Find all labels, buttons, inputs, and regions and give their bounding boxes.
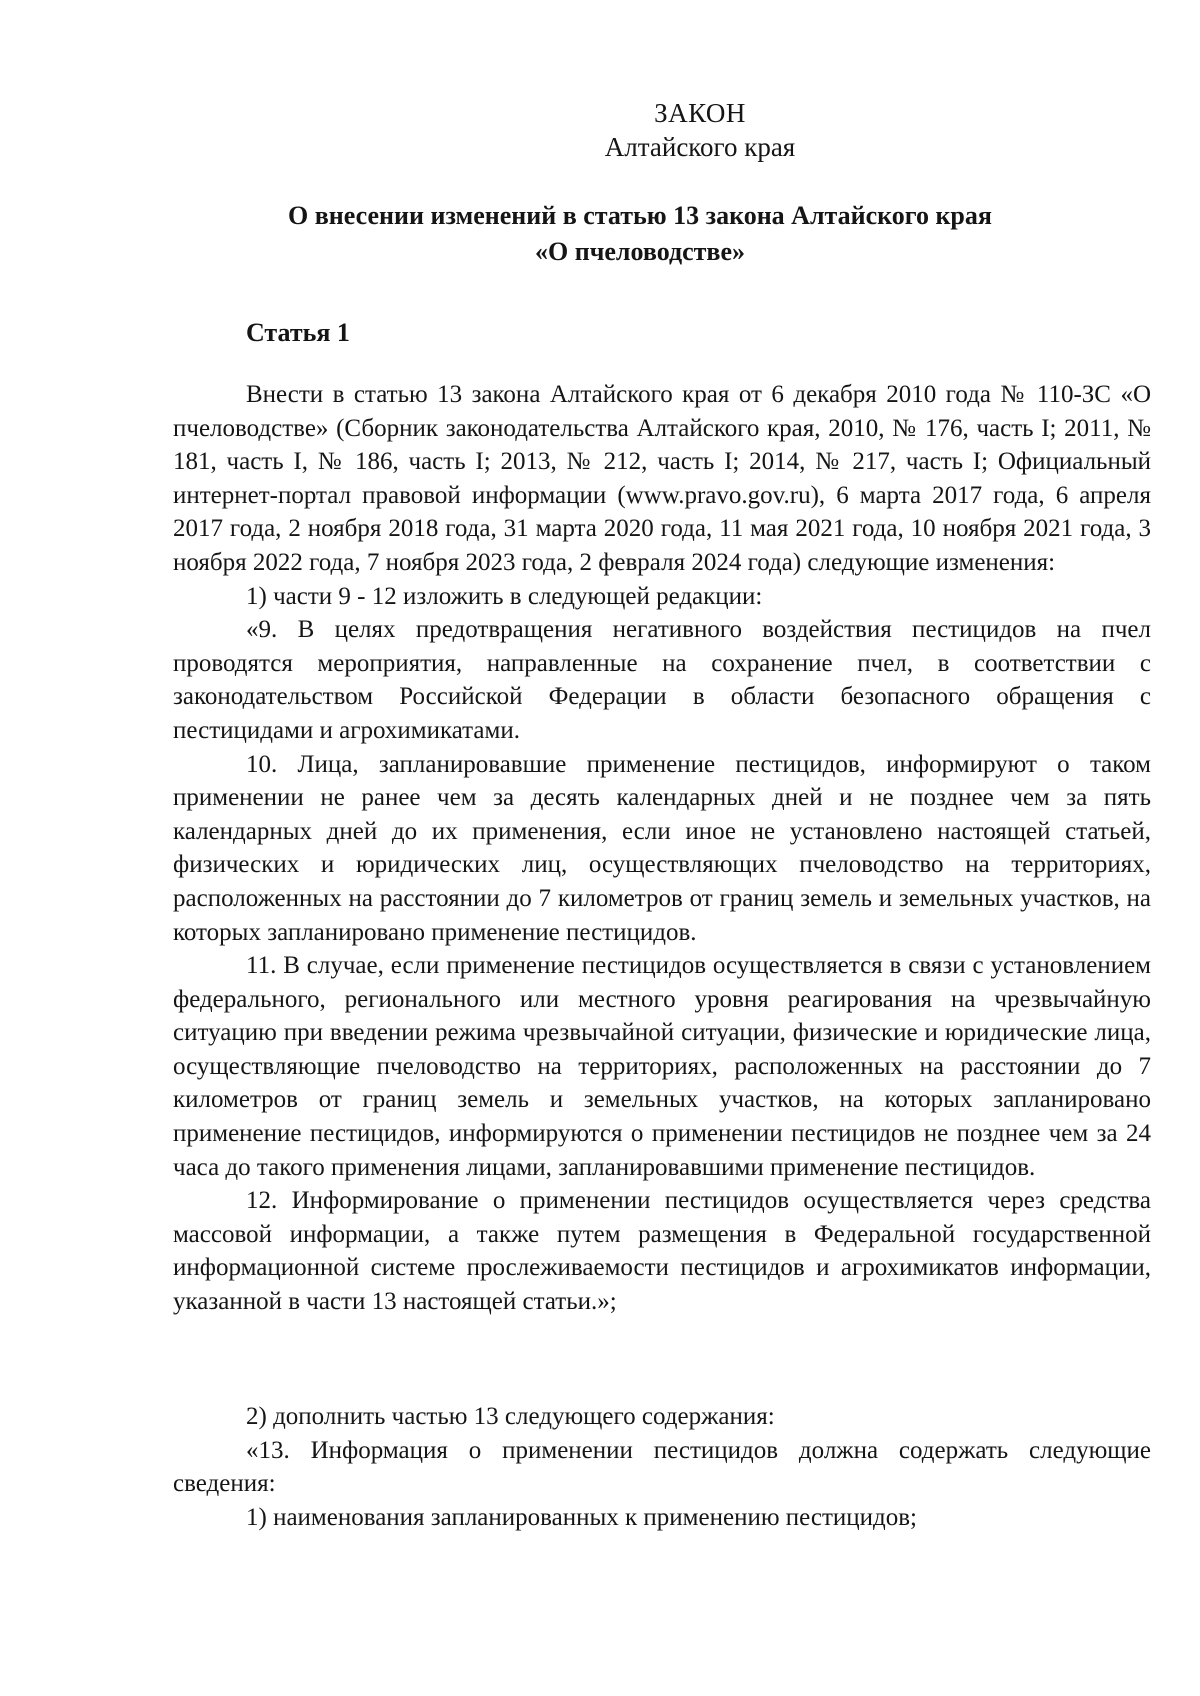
document-title: ЗАКОН	[654, 98, 746, 128]
document-region: Алтайского края	[604, 132, 796, 162]
subject-line-2: «О пчеловодстве»	[534, 237, 745, 266]
paragraph-part-13-item-1: 1) наименования запланированных к применению пестицидов;	[246, 1503, 917, 1531]
paragraph-part-11: 11. В случае, если применение пестицидов осуществляется в связи с установлением федерального, регионального или местного уровня реагирования на чрезвычайную ситуацию при введении режима чрезвычайной ситуации, физические и юридические лица, осуществляющие пчеловодство на территориях, расположенных на расстоянии до 7 километров от границ земель и земельных участков, на которых запланировано применение пестицидов, информируются о применении пестицидов не позднее чем за 24 часа до такого применения лицами, запланировавшими применение пестицидов.	[173, 952, 1151, 1181]
subject-line-1: О внесении изменений в статью 13 закона Алтайского края	[288, 201, 992, 230]
paragraph-part-13: «13. Информация о применении пестицидов должна содержать следующие сведения:	[173, 1436, 1151, 1498]
body-text-block-2	[173, 1400, 1151, 1534]
paragraph-item-1: 1) части 9 - 12 изложить в следующей редакции:	[246, 582, 763, 610]
paragraph-part-9: «9. В целях предотвращения негативного воздействия пестицидов на пчел проводятся мероприятия, направленные на сохранение пчел, в соответствии с законодательством Российской Федерации в области безопасного обращения с пестицидами и агрохимикатами.	[173, 616, 1151, 744]
article-heading: Статья 1	[246, 318, 350, 347]
paragraph-item-2: 2) дополнить частью 13 следующего содержания:	[246, 1403, 775, 1430]
body-text-block-1	[173, 378, 1151, 1319]
paragraph-part-10: 10. Лица, запланировавшие применение пестицидов, информируют о таком применении не ранее чем за десять календарных дней и не позднее чем за пять календарных дней до их применения, если иное не установлено настоящей статьей, физических и юридических лиц, осуществляющих пчеловодство на территориях, расположенных на расстоянии до 7 километров от границ земель и земельных участков, на которых запланировано применение пестицидов.	[173, 750, 1151, 946]
paragraph-part-12: 12. Информирование о применении пестицидов осуществляется через средства массовой информации, а также путем размещения в Федеральной государственной информационной системе прослеживаемости пестицидов и агрохимикатов информации, указанной в части 13 настоящей статьи.»;	[173, 1187, 1151, 1316]
paragraph-intro: Внести в статью 13 закона Алтайского края от 6 декабря 2010 года № 110-ЗС «О пчеловодстве» (Сборник законодательства Алтайского края, 2010, № 176, часть I; 2011, № 181, часть I, № 186, часть I; 2013, № 212, часть I; 2014, № 217, часть I; Официальный интернет-портал правовой информации (www.pravo.gov.ru), 6 марта 2017 года, 6 апреля 2017 года, 2 ноября 2018 года, 31 марта 2020 года, 11 мая 2021 года, 10 ноября 2021 года, 3 ноября 2022 года, 7 ноября 2023 года, 2 февраля 2024 года) следующие изменения:	[173, 381, 1151, 576]
